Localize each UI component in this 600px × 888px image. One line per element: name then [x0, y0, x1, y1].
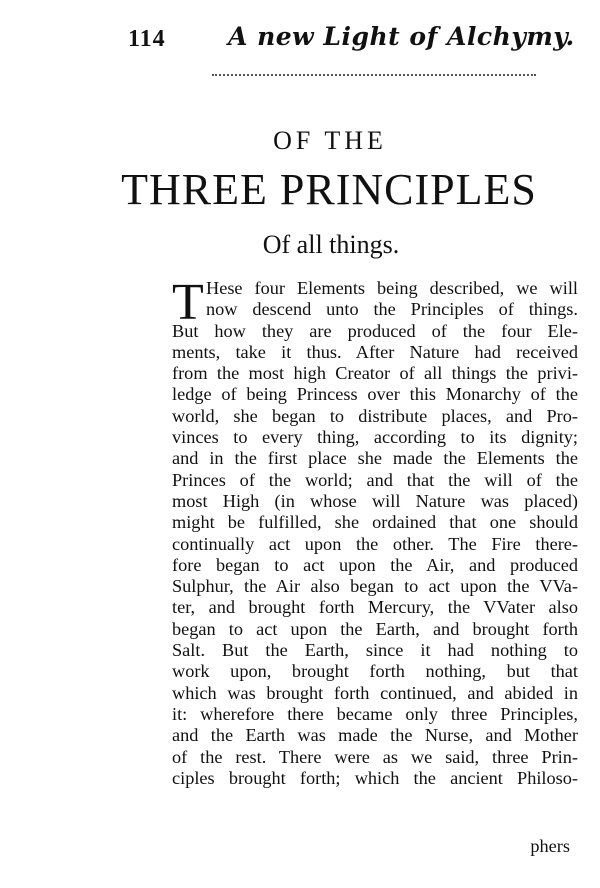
running-title: A new Light of Alchymy.	[228, 22, 575, 51]
text-line: which was brought forth continued, and abided in	[172, 682, 578, 703]
text-line: from the most high Creator of all things the privi-	[172, 363, 578, 384]
text-line: continually act upon the other. The Fire there-	[172, 533, 578, 554]
text-line: Princes of the world; and that the will of the	[172, 469, 578, 490]
page-number: 114	[128, 26, 166, 52]
text-line: now descend unto the Principles of things.	[206, 299, 578, 320]
heading-of-all-things: Of all things.	[262, 230, 400, 259]
heading-three-principles: THREE PRINCIPLES	[121, 165, 537, 214]
text-line: most High (in whose will Nature was placed)	[172, 490, 578, 511]
text-line: work upon, brought forth nothing, but that	[172, 661, 578, 682]
text-line: Hese four Elements being described, we will	[206, 278, 578, 298]
text-line: and the Earth was made the Nurse, and Mother	[172, 725, 578, 746]
text-line: and in the first place she made the Elements the	[172, 448, 578, 469]
text-line: Salt. But the Earth, since it had nothing to	[172, 640, 578, 661]
text-line: began to act upon the Earth, and brought forth	[172, 618, 578, 639]
body-text	[172, 274, 578, 789]
text-line: ciples brought forth; which the ancient Philoso-	[172, 767, 578, 788]
heading-of-the: OF THE	[273, 126, 387, 155]
text-line: Sulphur, the Air also began to act upon the VVa-	[172, 576, 578, 597]
running-head	[0, 22, 600, 62]
text-line: of the rest. There were as we said, three Prin-	[172, 746, 578, 767]
dotted-rule	[212, 74, 536, 76]
text-line: world, she began to distribute places, and Pro-	[172, 405, 578, 426]
text-line: it: wherefore there became only three Principles,	[172, 703, 578, 724]
text-line: vinces to every thing, according to its dignity;	[172, 427, 578, 448]
text-line: But how they are produced of the four Ele-	[172, 320, 578, 341]
text-line: ments, take it thus. After Nature had received	[172, 341, 578, 362]
text-line: ter, and brought forth Mercury, the VVater also	[172, 597, 578, 618]
catchword: phers	[530, 836, 570, 856]
drop-capital: T	[172, 274, 204, 331]
text-line: ledge of being Princess over this Monarchy of the	[172, 384, 578, 405]
text-line: might be fulfilled, she ordained that one should	[172, 512, 578, 533]
text-line: fore began to act upon the Air, and produced	[172, 554, 578, 575]
